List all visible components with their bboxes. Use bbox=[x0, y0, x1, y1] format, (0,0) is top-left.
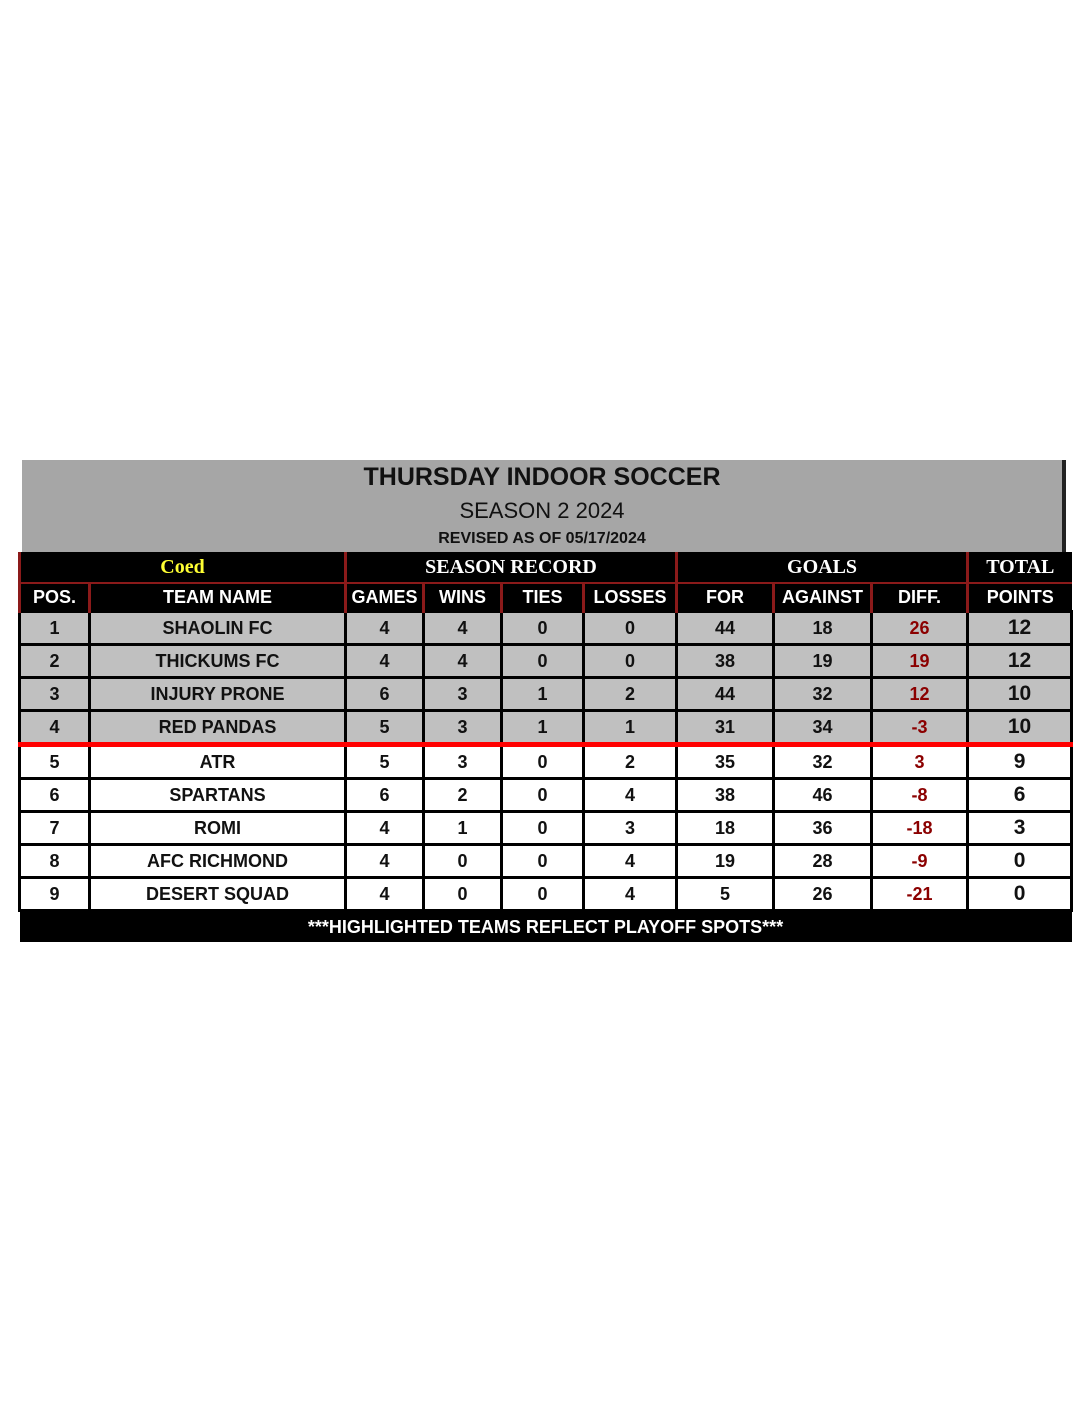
cell-wins: 3 bbox=[424, 678, 502, 711]
cell-diff: -8 bbox=[872, 779, 968, 812]
cell-against: 34 bbox=[774, 711, 872, 745]
cell-team: SHAOLIN FC bbox=[90, 612, 346, 645]
col-header-ties: TIES bbox=[502, 583, 584, 612]
cell-diff: 12 bbox=[872, 678, 968, 711]
table-row bbox=[20, 678, 1072, 711]
cell-wins: 0 bbox=[424, 845, 502, 878]
cell-points: 0 bbox=[968, 878, 1072, 911]
cell-for: 19 bbox=[677, 845, 774, 878]
season-subtitle: SEASON 2 2024 bbox=[459, 498, 625, 523]
col-header-against: AGAINST bbox=[774, 583, 872, 612]
cell-for: 31 bbox=[677, 711, 774, 745]
cell-games: 6 bbox=[346, 678, 424, 711]
cell-for: 44 bbox=[677, 678, 774, 711]
cell-diff: -3 bbox=[872, 711, 968, 745]
cell-for: 5 bbox=[677, 878, 774, 911]
title-block bbox=[22, 460, 1066, 552]
table-row bbox=[20, 812, 1072, 845]
cell-wins: 4 bbox=[424, 612, 502, 645]
cell-pos: 5 bbox=[20, 745, 90, 779]
col-header-points: POINTS bbox=[968, 583, 1072, 612]
col-header-losses: LOSSES bbox=[584, 583, 677, 612]
cell-points: 3 bbox=[968, 812, 1072, 845]
cell-ties: 0 bbox=[502, 878, 584, 911]
cell-against: 36 bbox=[774, 812, 872, 845]
cell-losses: 0 bbox=[584, 645, 677, 678]
cell-ties: 0 bbox=[502, 645, 584, 678]
cell-wins: 3 bbox=[424, 745, 502, 779]
cell-ties: 1 bbox=[502, 711, 584, 745]
cell-losses: 2 bbox=[584, 678, 677, 711]
cell-losses: 4 bbox=[584, 845, 677, 878]
cell-wins: 2 bbox=[424, 779, 502, 812]
cell-team: RED PANDAS bbox=[90, 711, 346, 745]
col-header-pos: POS. bbox=[20, 583, 90, 612]
cell-losses: 4 bbox=[584, 779, 677, 812]
cell-ties: 1 bbox=[502, 678, 584, 711]
cell-team: SPARTANS bbox=[90, 779, 346, 812]
cell-ties: 0 bbox=[502, 612, 584, 645]
cell-against: 26 bbox=[774, 878, 872, 911]
cell-ties: 0 bbox=[502, 845, 584, 878]
cell-team: DESERT SQUAD bbox=[90, 878, 346, 911]
cell-points: 12 bbox=[968, 612, 1072, 645]
cell-points: 10 bbox=[968, 711, 1072, 745]
season-record-group: SEASON RECORD bbox=[346, 552, 677, 583]
league-title: THURSDAY INDOOR SOCCER bbox=[363, 463, 721, 491]
cell-team: THICKUMS FC bbox=[90, 645, 346, 678]
group-header-row bbox=[20, 552, 1072, 583]
cell-diff: 19 bbox=[872, 645, 968, 678]
cell-diff: -9 bbox=[872, 845, 968, 878]
cell-games: 4 bbox=[346, 878, 424, 911]
cell-points: 6 bbox=[968, 779, 1072, 812]
division-label: Coed bbox=[20, 552, 346, 583]
cell-against: 46 bbox=[774, 779, 872, 812]
col-header-diff: DIFF. bbox=[872, 583, 968, 612]
playoff-note: ***HIGHLIGHTED TEAMS REFLECT PLAYOFF SPOTS*** bbox=[20, 911, 1072, 943]
cell-games: 4 bbox=[346, 612, 424, 645]
cell-for: 18 bbox=[677, 812, 774, 845]
table-row bbox=[20, 878, 1072, 911]
goals-group: GOALS bbox=[677, 552, 968, 583]
cell-against: 32 bbox=[774, 678, 872, 711]
cell-losses: 2 bbox=[584, 745, 677, 779]
revised-date: REVISED AS OF 05/17/2024 bbox=[438, 530, 646, 547]
col-header-wins: WINS bbox=[424, 583, 502, 612]
cell-for: 38 bbox=[677, 645, 774, 678]
cell-wins: 1 bbox=[424, 812, 502, 845]
table-row bbox=[20, 779, 1072, 812]
table-row bbox=[20, 612, 1072, 645]
standings-sheet bbox=[18, 460, 1070, 942]
footer-row bbox=[20, 911, 1072, 943]
table-row bbox=[20, 745, 1072, 779]
cell-for: 38 bbox=[677, 779, 774, 812]
cell-points: 9 bbox=[968, 745, 1072, 779]
column-header-row bbox=[20, 583, 1072, 612]
cell-diff: 3 bbox=[872, 745, 968, 779]
cell-against: 18 bbox=[774, 612, 872, 645]
cell-games: 6 bbox=[346, 779, 424, 812]
cell-ties: 0 bbox=[502, 745, 584, 779]
table-row bbox=[20, 645, 1072, 678]
cell-games: 4 bbox=[346, 645, 424, 678]
cell-team: AFC RICHMOND bbox=[90, 845, 346, 878]
cell-pos: 8 bbox=[20, 845, 90, 878]
cell-against: 28 bbox=[774, 845, 872, 878]
cell-games: 4 bbox=[346, 812, 424, 845]
cell-for: 35 bbox=[677, 745, 774, 779]
cell-against: 32 bbox=[774, 745, 872, 779]
total-group: TOTAL bbox=[968, 552, 1072, 583]
cell-diff: 26 bbox=[872, 612, 968, 645]
cell-losses: 4 bbox=[584, 878, 677, 911]
table-row bbox=[20, 845, 1072, 878]
cell-pos: 7 bbox=[20, 812, 90, 845]
cell-pos: 6 bbox=[20, 779, 90, 812]
cell-ties: 0 bbox=[502, 812, 584, 845]
cell-ties: 0 bbox=[502, 779, 584, 812]
cell-games: 5 bbox=[346, 745, 424, 779]
cell-wins: 3 bbox=[424, 711, 502, 745]
standings-table bbox=[18, 552, 1073, 942]
cell-team: INJURY PRONE bbox=[90, 678, 346, 711]
cell-points: 10 bbox=[968, 678, 1072, 711]
cell-points: 0 bbox=[968, 845, 1072, 878]
col-header-team: TEAM NAME bbox=[90, 583, 346, 612]
cell-team: ATR bbox=[90, 745, 346, 779]
table-row bbox=[20, 711, 1072, 745]
cell-against: 19 bbox=[774, 645, 872, 678]
cell-pos: 4 bbox=[20, 711, 90, 745]
cell-pos: 9 bbox=[20, 878, 90, 911]
cell-pos: 3 bbox=[20, 678, 90, 711]
cell-team: ROMI bbox=[90, 812, 346, 845]
cell-diff: -18 bbox=[872, 812, 968, 845]
cell-games: 4 bbox=[346, 845, 424, 878]
cell-pos: 1 bbox=[20, 612, 90, 645]
cell-wins: 0 bbox=[424, 878, 502, 911]
cell-losses: 1 bbox=[584, 711, 677, 745]
cell-losses: 3 bbox=[584, 812, 677, 845]
cell-diff: -21 bbox=[872, 878, 968, 911]
cell-points: 12 bbox=[968, 645, 1072, 678]
col-header-games: GAMES bbox=[346, 583, 424, 612]
cell-losses: 0 bbox=[584, 612, 677, 645]
cell-for: 44 bbox=[677, 612, 774, 645]
cell-pos: 2 bbox=[20, 645, 90, 678]
cell-games: 5 bbox=[346, 711, 424, 745]
cell-wins: 4 bbox=[424, 645, 502, 678]
col-header-for: FOR bbox=[677, 583, 774, 612]
